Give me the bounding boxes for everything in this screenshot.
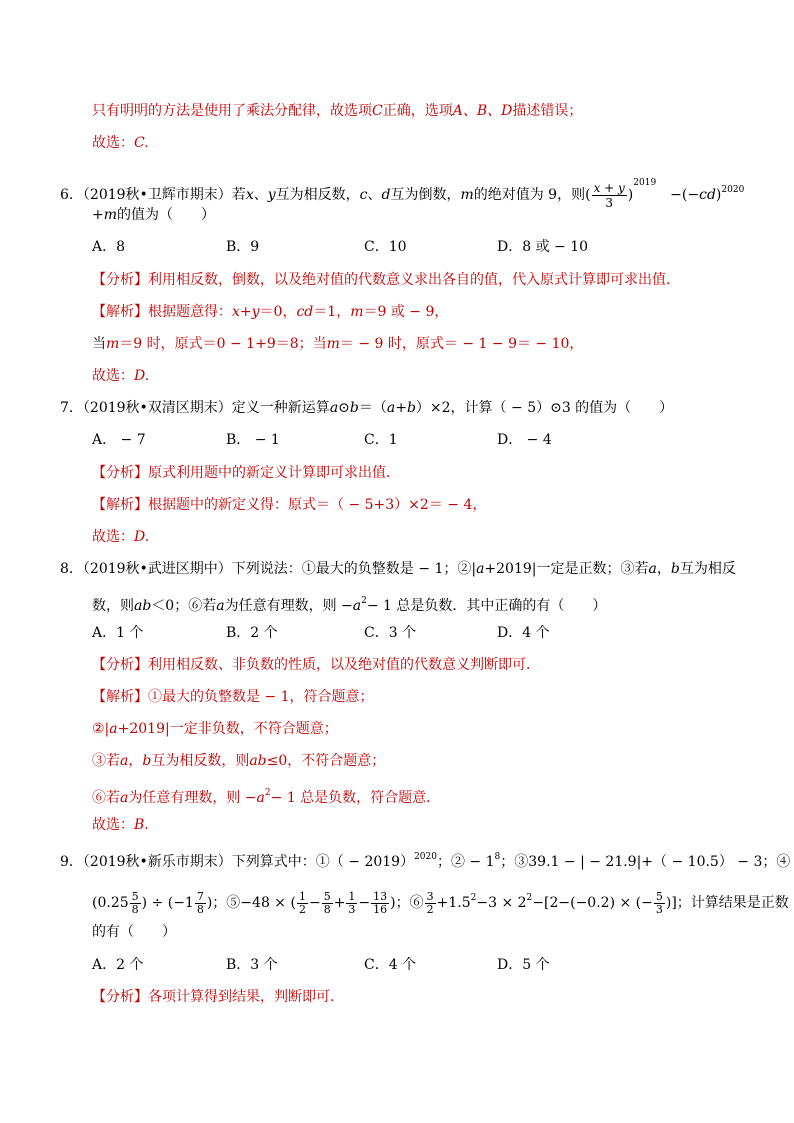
fraction-denominator: 3	[348, 902, 356, 916]
stem-text: 数，则	[92, 598, 134, 614]
solution	[92, 687, 374, 707]
exponent: 2019	[633, 178, 657, 188]
fraction-numerator: 5	[655, 889, 663, 903]
analysis	[92, 270, 680, 290]
exponent: 2	[526, 893, 533, 903]
stem-text: +	[92, 207, 104, 223]
answer-value: C.	[134, 135, 149, 151]
var-m: m	[106, 336, 120, 352]
fraction-numerator: 1	[348, 889, 356, 903]
exponent: 8	[494, 852, 501, 862]
stem-text: )	[715, 187, 722, 203]
answer-value: B.	[134, 817, 149, 833]
stem-text: )；⑤−48 × (	[206, 895, 296, 911]
fraction	[322, 891, 333, 916]
var-d: d	[381, 187, 391, 203]
answer-prefix: 故选：	[92, 135, 134, 151]
stem-text: −	[358, 895, 371, 911]
fraction-denominator: 8	[196, 902, 204, 916]
stem-text: +1.5	[436, 895, 471, 911]
stem-text: ＝（	[358, 400, 387, 416]
question-number: 9．	[60, 854, 83, 870]
solution-line	[92, 751, 385, 771]
option-b[interactable]: B．9	[226, 239, 260, 255]
analysis-tag: 【分析】	[92, 657, 148, 673]
solution-text: ≤0，不符合题意；	[266, 753, 386, 769]
var-a: a	[109, 721, 118, 737]
stem-text: （2019秋•武进区期中）下列说法：①最大的负整数是 − 1；②|	[82, 561, 477, 577]
solution-line	[92, 719, 338, 739]
var-a: a	[120, 790, 129, 806]
question-8-stem-line2	[92, 591, 606, 616]
solution-text: 根据题意得：	[148, 304, 232, 320]
option-c[interactable]: C．1	[364, 432, 398, 448]
top-option-c: C	[372, 103, 383, 119]
var-b: b	[142, 753, 152, 769]
solution	[92, 495, 486, 515]
var-b: b	[670, 561, 680, 577]
solution-text: ＝9 时，原式＝0 − 1+9＝8；当	[119, 336, 327, 352]
stem-text: +2019|一定是正数；③若	[484, 561, 649, 577]
var-c: c	[359, 187, 368, 203]
solution	[92, 302, 448, 322]
var-cd: cd	[699, 187, 716, 203]
stem-text: 互为相反数，	[275, 187, 360, 203]
var-m: m	[326, 336, 340, 352]
top-text-c: 描述错误；	[512, 103, 583, 119]
var-m: m	[460, 187, 474, 203]
stem-text: ；③39.1 − | − 21.9|+（ − 10.5） − 3；④	[500, 854, 791, 870]
solution-text: 互为相反数，则	[151, 753, 250, 769]
question-9-stem	[60, 847, 790, 872]
exponent: 2	[361, 596, 367, 606]
var-x: x	[245, 187, 254, 203]
fraction-numerator: 5	[323, 889, 331, 903]
fraction-denominator: 3	[655, 902, 663, 916]
option-b[interactable]: B．3 个	[226, 957, 278, 973]
option-c[interactable]: C．10	[364, 239, 407, 255]
solution-text: ＝1，	[313, 304, 351, 320]
fraction-numerator: x + y	[593, 180, 625, 195]
solution-expr: x+y	[232, 304, 260, 320]
fraction-numerator: 5	[131, 889, 139, 903]
option-d[interactable]: D．8 或 − 10	[497, 239, 589, 255]
fraction	[195, 891, 206, 916]
solution-text: ＝0，	[259, 304, 297, 320]
question-6-stem-line2	[92, 205, 215, 225]
option-a[interactable]: A．2 个	[92, 957, 144, 973]
solution-text: 根据题中的新定义得：原式＝（ − 5+3）×2＝ − 4，	[148, 497, 487, 513]
stem-text: ) ÷ (−1	[141, 895, 194, 911]
stem-text: 互为倒数，	[390, 187, 461, 203]
solution-text: ＝9 或 − 9，	[363, 304, 449, 320]
solution-expr: cd	[296, 304, 314, 320]
stem-text: −[2−(−0.2) × (−	[532, 895, 653, 911]
var-a: a	[120, 753, 129, 769]
solution-text: ⑥若	[92, 790, 120, 806]
top-text-a: 只有明明的方法是使用了乘法分配律，故选项	[92, 103, 372, 119]
answer-prefix: 故选：	[92, 817, 134, 833]
stem-text: 的绝对值为 9，则(	[473, 187, 591, 203]
solution-text: ①最大的负整数是 − 1，符合题意；	[148, 689, 374, 705]
fraction-denominator: 2	[298, 902, 306, 916]
solution-text: 当	[92, 336, 106, 352]
solution-line	[92, 783, 440, 808]
fraction-numerator: 7	[196, 889, 204, 903]
option-d[interactable]: D． − 4	[497, 432, 552, 448]
question-9-stem-line3: 的有（ ）	[92, 924, 176, 940]
stem-text: 、	[367, 187, 382, 203]
answer	[92, 815, 149, 835]
stem-text: (0.25	[92, 895, 129, 911]
answer-value: D.	[134, 368, 150, 384]
solution-text: ②|	[92, 721, 110, 737]
solution-tag: 【解析】	[92, 689, 148, 705]
analysis	[92, 463, 400, 483]
question-8-stem	[60, 559, 736, 579]
stem-text: − 1 总是负数．其中正确的有（ ）	[366, 598, 607, 614]
top-answer	[92, 133, 149, 153]
solution-tag: 【解析】	[92, 497, 148, 513]
fraction-numerator: 3	[426, 889, 434, 903]
stem-text: −3 × 2	[476, 895, 527, 911]
fraction-denominator: 2	[426, 902, 434, 916]
answer-prefix: 故选：	[92, 368, 134, 384]
option-b[interactable]: B． − 1	[226, 432, 280, 448]
stem-text: （2019秋•双清区期末）定义一种新运算	[82, 400, 330, 416]
fraction	[297, 891, 308, 916]
top-text-line	[92, 101, 582, 121]
solution-cases	[92, 334, 583, 354]
question-9-stem-line2	[92, 883, 789, 918]
analysis-text: 利用相反数，倒数，以及绝对值的代数意义求出各自的值，代入原式计算即可求出值．	[148, 272, 680, 288]
analysis-tag: 【分析】	[92, 465, 148, 481]
stem-text: 、	[253, 187, 268, 203]
option-c[interactable]: C．4 个	[364, 957, 417, 973]
fraction-denominator: 16	[373, 902, 388, 916]
var-a: a	[352, 598, 362, 614]
fraction-denominator: 3	[605, 195, 613, 210]
stem-text: 的值为（ ）	[117, 207, 216, 223]
solution-text: +2019|一定非负数，不符合题意；	[117, 721, 338, 737]
option-a[interactable]: A．1 个	[92, 625, 144, 641]
solution-text: ＝ − 9 时，原式＝ − 1 − 9＝ − 10，	[339, 336, 584, 352]
fraction	[654, 891, 665, 916]
exponent: 2	[470, 893, 477, 903]
analysis-text: 各项计算得到结果，判断即可．	[148, 989, 344, 1005]
var-y: y	[267, 187, 276, 203]
stem-text: （2019秋•卫辉市期末）若	[82, 187, 246, 203]
var-a: a	[476, 561, 485, 577]
exponent: 2020	[721, 185, 745, 195]
var-ab: ab	[134, 598, 152, 614]
solution-text: 为任意有理数，则 −	[128, 790, 257, 806]
question-7-stem	[60, 398, 673, 418]
top-options-abd: A、B、D	[452, 103, 513, 119]
top-text-b: 正确，选项	[382, 103, 453, 119]
fraction-denominator: 8	[131, 902, 139, 916]
question-6-stem: 6．（2019秋•卫辉市期末）若x、y互为相反数，c、d互为倒数，m的绝对值为 9，则( $\frac{x + y}{3}$ )$^{2019}-(-cd)^{2020}$	[60, 178, 745, 210]
stem-text: −(−	[670, 187, 700, 203]
analysis-tag: 【分析】	[92, 989, 148, 1005]
option-b[interactable]: B．2 个	[226, 625, 278, 641]
operator: ⊙	[338, 400, 350, 416]
fraction	[425, 891, 436, 916]
question-number: 6．	[60, 187, 83, 203]
exponent: 2020	[414, 852, 437, 862]
fraction	[371, 891, 389, 916]
option-d[interactable]: D．4 个	[497, 625, 550, 641]
var-a: a	[256, 790, 265, 806]
fraction	[592, 181, 627, 210]
analysis	[92, 655, 540, 675]
option-c[interactable]: C．3 个	[364, 625, 417, 641]
answer	[92, 527, 149, 547]
solution-text: − 1 总是负数，符合题意．	[270, 790, 441, 806]
solution-tag: 【解析】	[92, 304, 148, 320]
fraction-denominator: 8	[323, 902, 331, 916]
answer	[92, 366, 149, 386]
analysis-text: 原式利用题中的新定义计算即可求出值．	[148, 465, 400, 481]
stem-text: +	[333, 895, 346, 911]
stem-text: ）×2，计算（ − 5）⊙3 的值为（ ）	[415, 400, 674, 416]
var-a: a	[648, 561, 657, 577]
solution-text: ，	[128, 753, 143, 769]
option-a[interactable]: A．8	[92, 239, 126, 255]
exponent: 2	[264, 788, 271, 798]
option-d[interactable]: D．5 个	[497, 957, 550, 973]
question-number: 8．	[60, 561, 83, 577]
var-a: a	[329, 400, 339, 416]
answer-value: D.	[134, 529, 150, 545]
stem-text: −	[308, 895, 321, 911]
var-b: b	[349, 400, 359, 416]
var-m: m	[103, 207, 118, 223]
solution-expr: m	[350, 304, 364, 320]
stem-text: ＜0；⑥若	[151, 598, 217, 614]
solution-text: ③若	[92, 753, 120, 769]
stem-text: ，	[656, 561, 671, 577]
stem-text: )]；计算结果是正数	[665, 895, 789, 911]
stem-text: 互为相反	[679, 561, 736, 577]
fraction-numerator: 1	[298, 889, 306, 903]
var-ab: ab	[249, 753, 267, 769]
fraction	[130, 891, 141, 916]
stem-text: （2019秋•新乐市期末）下列算式中：①（ − 2019）	[82, 854, 415, 870]
fraction-numerator: 13	[373, 889, 388, 903]
stem-text: 为任意有理数，则 −	[224, 598, 353, 614]
question-number: 7．	[60, 400, 83, 416]
analysis	[92, 987, 344, 1007]
stem-text: ；② − 1	[436, 854, 495, 870]
stem-text: )；⑥	[390, 895, 424, 911]
analysis-text: 利用相反数、非负数的性质，以及绝对值的代数意义判断即可．	[148, 657, 540, 673]
option-a[interactable]: A． − 7	[92, 432, 146, 448]
analysis-tag: 【分析】	[92, 272, 148, 288]
fraction	[346, 891, 357, 916]
var-a: a	[216, 598, 225, 614]
expr: a+b	[386, 400, 416, 416]
answer-prefix: 故选：	[92, 529, 134, 545]
